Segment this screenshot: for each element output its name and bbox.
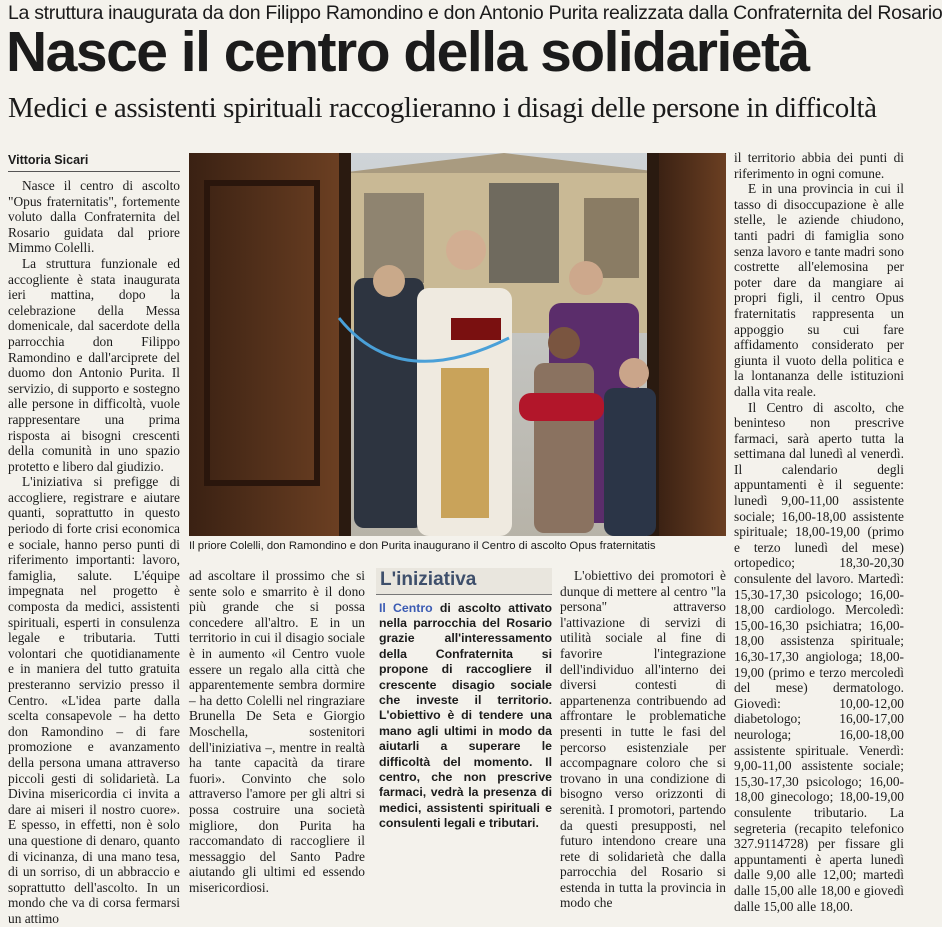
paragraph: Nasce il centro di ascolto "Opus fraternitatis", fortemente voluto dalla Confraternita del Rosario guidata dal priore Mimmo Colelli. <box>8 178 180 256</box>
paragraph: ad ascoltare il prossimo che si sente solo e smarrito è il dono più grande che si possa concedere all'altro. E in un territorio in cui il disagio sociale è in aumento «il Centro vuole essere un regalo alla città che apparentemente sembra dormire – ha detto Colelli nel ringraziare Brunella De Seta e Giorgio Moschella, sostenitori dell'iniziativa –, mentre in realtà ha tante capacità da tirare fuori». Convinto che solo attraverso l'amore per gli altri si possa costruire una società migliore, don Purita ha raccomandato di raccogliere il messaggio del Santo Padre aiutando gli ultimi ed essendo misericordiosi. <box>189 568 365 895</box>
box-body: di ascolto attivato nella parrocchia del Rosario grazie all'interessamento della Confraternita si propone di raccogliere il crescente disagio sociale che investe il territorio. L'obiettivo è di tendere una mano agli ultimi in modo da aiutarli a superare le difficoltà del momento. Il centro, che non prescrive farmaci, vedrà la presenza di medici, assistenti spirituali e consulenti legali e tributari. <box>379 600 552 831</box>
subheadline: Medici e assistenti spirituali raccoglieranno i disagi delle persone in difficoltà <box>8 92 877 124</box>
paragraph: Il Centro di ascolto, che beninteso non prescrive farmaci, sarà aperto tutta la settimana dal lunedì al venerdì. Il calendario degli appuntamenti è il seguente: lunedì 9,00-11,00 assistente sociale; 16,00-18,00 assistente spirituale; 18,00-19,00 (primo e terzo lunedì del mese) ortopedico; 18,30-20,30 consulente del lavoro. Martedì: 15,30-17,30 psicologo; 16,00-18,00 cardiologo. Mercoledì: 15,00-16,30 psichiatra; 16,00-18,00 assistenza spirituale; 16,30-17,30 angiologa; 18,00-19,00 (primo e terzo mercoledì del mese) dermatologo. Giovedì: 10,00-12,00 diabetologo; 16,00-17,00 neurologa; 16,00-18,00 assistente spirituale. Venerdì: 9,00-11,00 assistente sociale; 15,30-17,30 psicologo; 16,00-18,00 ginecologo; 18,00-19,00 consulente tributario. La segreteria (recapito telefonico 327.9114728) per fissare gli appuntamenti è aperta lunedì dalle 9,00 alle 12,00; martedì dalle 15,00 alle 18,00 e giovedì dalle 15,00 alle 18,00. <box>734 399 904 914</box>
sidebar-box <box>376 568 552 856</box>
column-4 <box>560 568 726 911</box>
paragraph: il territorio abbia dei punti di riferimento in ogni comune. <box>734 150 904 181</box>
photo-illustration <box>189 153 726 536</box>
paragraph: La struttura funzionale ed accogliente è stata inaugurata ieri mattina, dopo la celebrazione della Messa domenicale, dal sacerdote della parrocchia don Filippo Ramondino e dall'arciprete del duomo don Antonio Purita. Il servizio, di supporto e sostegno alle persone in difficoltà, vuole rappresentare una prima risposta ai bisogni crescenti della comunità in uno spazio protetto e libero dal giudizio. <box>8 255 180 474</box>
headline: Nasce il centro della solidarietà <box>6 20 809 84</box>
box-text <box>376 601 552 832</box>
byline: Vittoria Sicari <box>8 153 89 167</box>
paragraph: L'iniziativa si prefigge di accogliere, registrare e aiutare quanti, soprattutto in questo periodo di forte crisi economica e sociale, hanno perso punti di riferimento importanti: lavoro, famiglia, salute. L'équipe impegnata nel progetto è composta da medici, assistenti spirituali, esperti in consulenza legale e tributaria. Tutti volontari che quotidianamente e in maniera del tutto gratuita presteranno servizio presso il Centro. «L'idea parte dalla scelta consapevole – ha detto don Ramondino – di fare promozione e avanzamento della persona umana attraverso piccoli gesti di solidarietà. La Divina misericordia ci invita a dare ai miseri il nostro cuore». E spesso, in effetti, non è solo una questione di denaro, quanto di vicinanza, di una mano tesa, di un sorriso, di un abbraccio e soprattutto dell'ascolto. In un mondo che va di corsa fermarsi un attimo <box>8 474 180 926</box>
kicker: La struttura inaugurata da don Filippo Ramondino e don Antonio Purita realizzata dalla Confraternita del Rosario <box>8 2 942 24</box>
box-highlight: Il Centro <box>379 600 433 615</box>
paragraph: E in una provincia in cui il tasso di disoccupazione è alle stelle, le aziende chiudono, tanti padri di famiglia sono senza lavoro e tante madri sono costrette all'elemosina per poter dare da mangiare ai propri figli, il centro Opus fraternitatis rappresenta un appoggio su cui fare affidamento considerato per giunta il vuoto della politica e la lontananza delle istituzioni dalla vita reale. <box>734 181 904 399</box>
byline-rule <box>8 171 180 172</box>
column-2 <box>189 568 365 895</box>
photo-caption: Il priore Colelli, don Ramondino e don Purita inaugurano il Centro di ascolto Opus fraternitatis <box>189 540 656 552</box>
paragraph: L'obiettivo dei promotori è dunque di mettere al centro "la persona" attraverso l'attivazione di servizi di utilità sociale al fine di favorire l'integrazione dell'individuo all'interno dei diversi contesti di appartenenza contribuendo ad affrontare le problematiche presenti in tutte le fasi del percorso esistenziale per accompagnare coloro che si trovano in una condizione di bisogno verso orizzonti di serenità. I promotori, partendo da questi presupposti, nel futuro intendono creare una rete di solidarietà che dalla parrocchia del Rosario si estenda in tutta la provincia in modo che <box>560 568 726 911</box>
box-title: L'iniziativa <box>376 568 552 595</box>
column-5 <box>734 150 904 914</box>
inauguration-photo <box>189 153 726 536</box>
column-1 <box>8 178 180 926</box>
